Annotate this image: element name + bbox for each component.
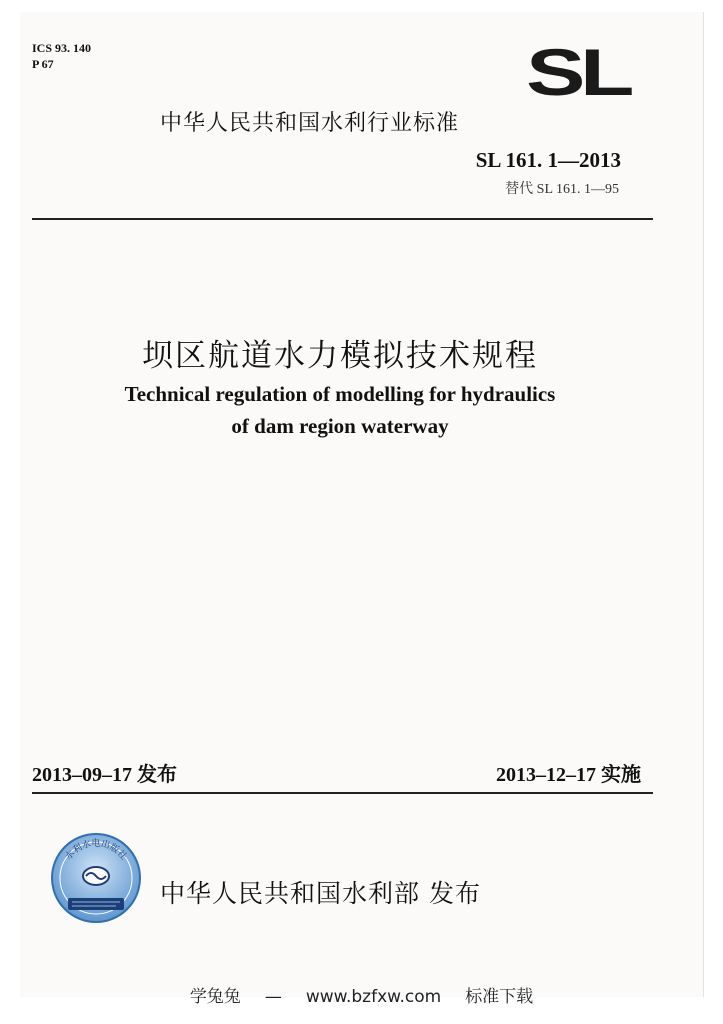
ccs-code: P 67 <box>32 57 54 71</box>
replaces-standard: 替代 SL 161. 1—95 <box>505 182 619 197</box>
bottom-divider <box>32 792 653 794</box>
publisher-seal-icon <box>50 832 142 924</box>
standard-type: 中华人民共和国水利行业标准 <box>160 111 460 136</box>
watermark-footer <box>0 982 723 1007</box>
footer-tagline: 标准下载 <box>465 987 534 1007</box>
publisher-name: 中华人民共和国水利部 发布 <box>160 879 481 908</box>
footer-separator: — <box>264 987 282 1007</box>
title-english-line2: of dam region waterway <box>231 414 449 438</box>
title-english-line1: Technical regulation of modelling for hydraulics <box>124 382 556 406</box>
issue-date: 2013–09–17 发布 <box>32 764 177 786</box>
seal-text: 水利水电出版社 <box>63 839 129 863</box>
title-chinese: 坝区航道水力模拟技术规程 <box>142 338 538 374</box>
title-english <box>20 378 660 442</box>
ics-code: ICS 93. 140 <box>32 41 92 55</box>
footer-site-name: 学兔兔 <box>189 987 241 1007</box>
top-divider <box>32 218 653 220</box>
sl-logo: SL <box>526 35 630 109</box>
footer-url[interactable]: www.bzfxw.com <box>305 987 442 1007</box>
document-page <box>20 12 704 997</box>
implementation-date: 2013–12–17 实施 <box>496 764 641 786</box>
standard-number: SL 161. 1—2013 <box>475 148 621 172</box>
classification-codes <box>32 40 91 72</box>
